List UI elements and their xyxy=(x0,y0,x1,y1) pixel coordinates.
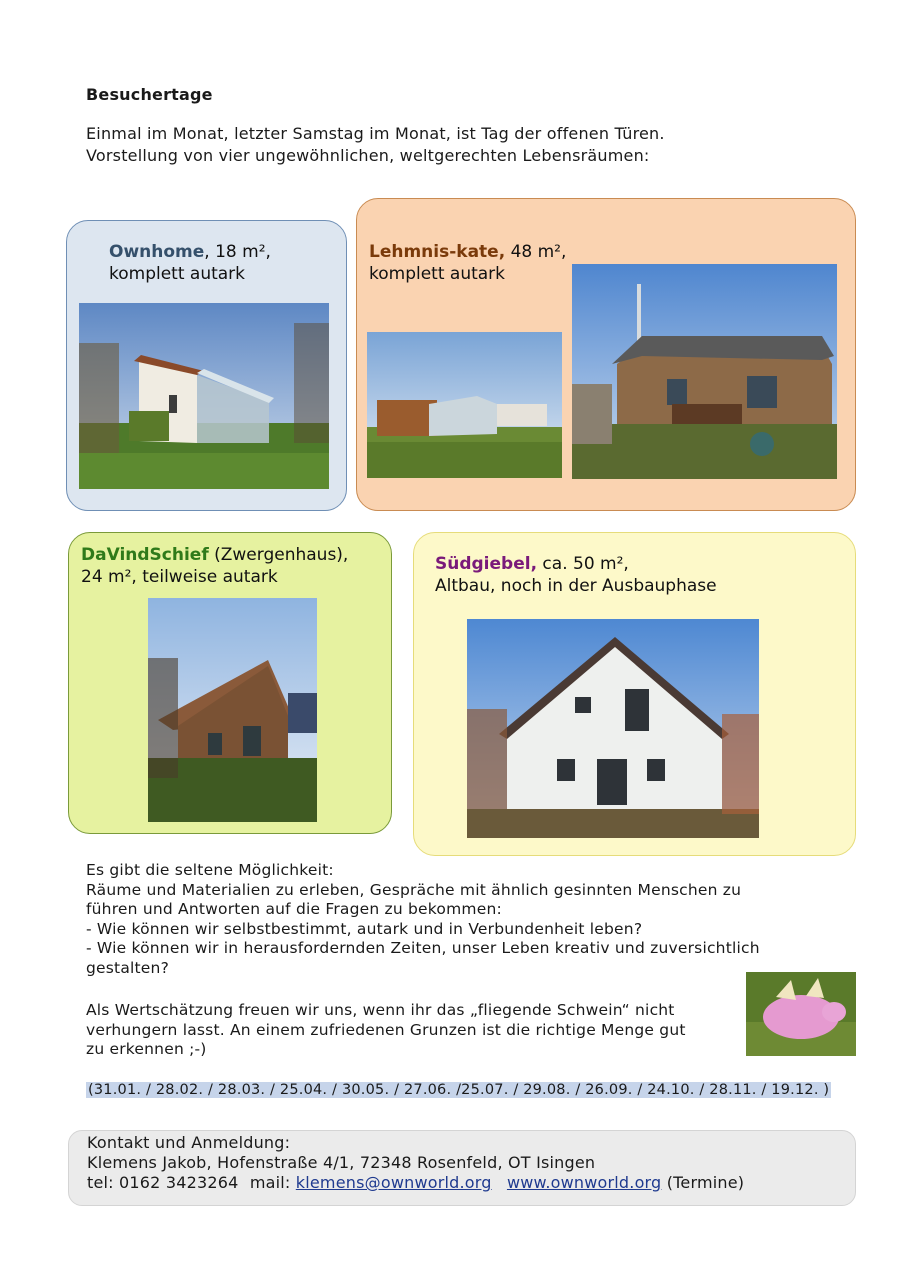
ownhome-desc: komplett autark xyxy=(109,264,246,284)
davindschief-desc: 24 m², teilweise autark xyxy=(81,567,278,587)
flying-pig-photo xyxy=(746,972,856,1056)
dates-text: (31.01. / 28.02. / 28.03. / 25.04. / 30.05. / 27.06. /25.07. / 29.08. / 26.09. / 24.10. / 28.11. / 19.12. ) xyxy=(88,1082,830,1098)
contact-mail-label: mail: xyxy=(249,1173,291,1192)
suedgiebel-size: ca. 50 m², xyxy=(537,554,629,574)
email-link[interactable]: klemens@ownworld.org xyxy=(295,1173,492,1192)
website-link[interactable]: www.ownworld.org xyxy=(506,1173,662,1192)
contact-address: Klemens Jakob, Hofenstraße 4/1, 72348 Rosenfeld, OT Isingen xyxy=(87,1153,596,1172)
suedgiebel-title xyxy=(435,553,717,597)
lehmnis-desc: komplett autark xyxy=(369,264,506,284)
suedgiebel-photo xyxy=(467,619,759,838)
davindschief-photo xyxy=(148,598,317,822)
contact-label: Kontakt und Anmeldung: xyxy=(87,1133,291,1152)
question-1: - Wie können wir selbstbestimmt, autark und in Verbundenheit leben? xyxy=(86,919,643,938)
ownhome-name: Ownhome xyxy=(109,242,205,262)
lehmnis-photo-greenhouse xyxy=(367,332,562,478)
body-text xyxy=(86,861,806,978)
contact-text xyxy=(87,1133,744,1193)
body-line-3: führen und Antworten auf die Fragen zu bekommen: xyxy=(86,900,502,918)
intro-line-2: Vorstellung von vier ungewöhnlichen, weltgerechten Lebensräumen: xyxy=(86,146,650,165)
ownhome-photo xyxy=(79,303,329,489)
dates-line xyxy=(86,1080,831,1100)
davindschief-title xyxy=(81,544,348,588)
website-suffix: (Termine) xyxy=(666,1173,745,1192)
appreciation-line-2: verhungern lasst. An einem zufriedenen Grunzen ist die richtige Menge gut xyxy=(86,1020,686,1039)
appreciation-text xyxy=(86,1001,736,1060)
contact-tel: tel: 0162 3423264 xyxy=(87,1173,239,1192)
intro-line-1: Einmal im Monat, letzter Samstag im Monat, ist Tag der offenen Türen. xyxy=(86,124,665,143)
ownhome-title xyxy=(109,241,271,285)
suedgiebel-card xyxy=(413,532,856,856)
ownhome-card xyxy=(66,220,347,511)
body-line-1: Es gibt die seltene Möglichkeit: xyxy=(86,861,334,879)
appreciation-line-1: Als Wertschätzung freuen wir uns, wenn ihr das „fliegende Schwein“ nicht xyxy=(86,1001,675,1019)
suedgiebel-desc: Altbau, noch in der Ausbauphase xyxy=(435,576,717,596)
lehmnis-photo-roundhouse xyxy=(572,264,837,479)
lehmnis-kate-card xyxy=(356,198,856,511)
intro-text xyxy=(86,123,665,167)
suedgiebel-name: Südgiebel, xyxy=(435,554,538,574)
lehmnis-size: 48 m², xyxy=(505,242,567,262)
appreciation-line-3: zu erkennen ;-) xyxy=(86,1040,207,1058)
davindschief-size: (Zwergenhaus), xyxy=(208,545,349,565)
lehmnis-name: Lehmnis-kate, xyxy=(369,242,506,262)
body-line-2: Räume und Materialien zu erleben, Gespräche mit ähnlich gesinnten Menschen zu xyxy=(86,880,742,899)
contact-line xyxy=(87,1173,744,1193)
page-heading: Besuchertage xyxy=(86,85,213,104)
davindschief-card xyxy=(68,532,392,834)
ownhome-size: , 18 m², xyxy=(204,242,271,262)
lehmnis-title xyxy=(369,241,566,285)
question-2: - Wie können wir in herausfordernden Zeiten, unser Leben kreativ und zuversichtlich xyxy=(86,939,760,957)
contact-box xyxy=(68,1130,856,1206)
question-3: gestalten? xyxy=(86,958,169,977)
davindschief-name: DaVindSchief xyxy=(81,545,209,565)
